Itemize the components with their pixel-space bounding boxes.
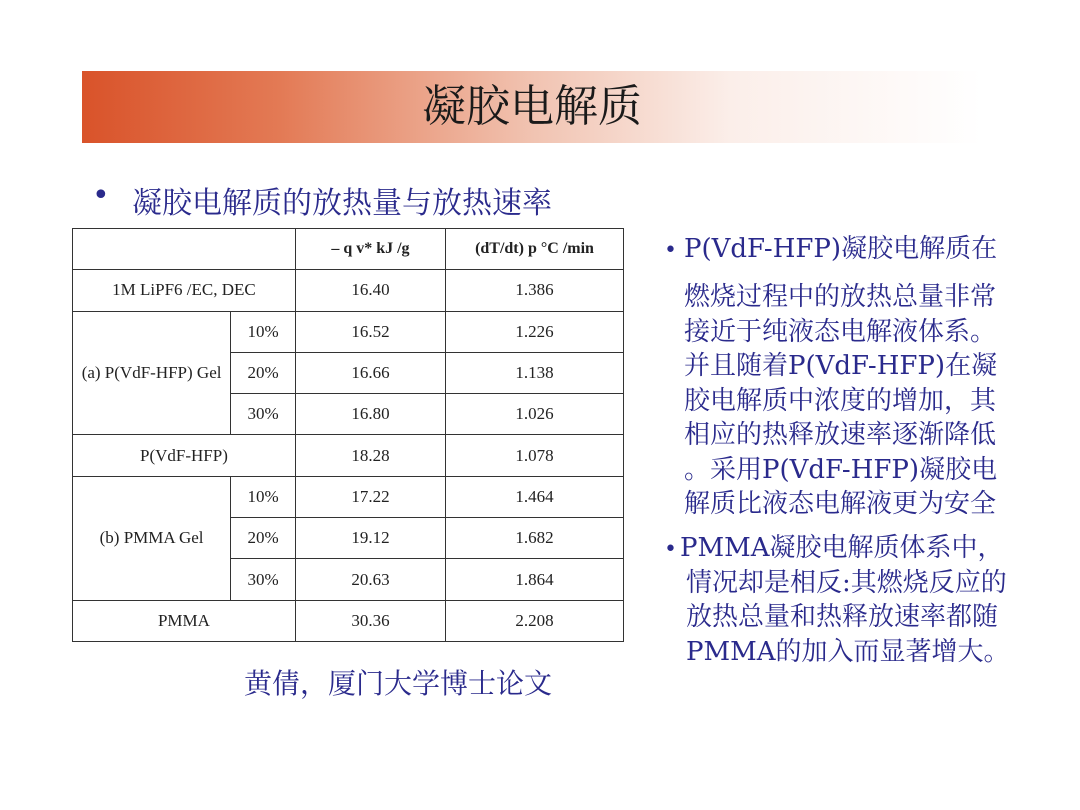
concentration: 10% <box>231 476 296 517</box>
rate-value: 1.864 <box>446 559 624 600</box>
bullet1-line: 燃烧过程中的放热总量非常 <box>684 282 997 312</box>
bullet1-line: 解质比液态电解液更为安全 <box>684 489 997 519</box>
row-group-label: (b) PMMA Gel <box>73 476 231 600</box>
bullet1-line: 并且随着P(VdF-HFP)在凝 <box>684 351 998 381</box>
concentration: 30% <box>231 559 296 600</box>
heat-value: 17.22 <box>295 476 445 517</box>
bullet-dot: • <box>92 178 110 213</box>
concentration: 20% <box>231 518 296 559</box>
main-bullet-text: 凝胶电解质的放热量与放热速率 <box>132 186 552 221</box>
bullet2-line: PMMA的加入而显著增大。 <box>686 636 1010 667</box>
rate-value: 1.026 <box>446 394 624 435</box>
row-label: P(VdF-HFP) <box>73 435 296 476</box>
table-row <box>73 476 624 517</box>
bullet1-heading: P(VdF-HFP)凝胶电解质在 <box>684 234 998 264</box>
bullet1-line: 。采用P(VdF-HFP)凝胶电 <box>684 454 998 485</box>
slide-title: 凝胶电解质 <box>422 81 642 132</box>
bullet2-line: PMMA凝胶电解质体系中， <box>680 533 1004 563</box>
header-heat: – q v* kJ /g <box>295 229 445 270</box>
heat-value: 19.12 <box>295 518 445 559</box>
concentration: 10% <box>231 311 296 352</box>
heat-value: 20.63 <box>295 559 445 600</box>
rate-value: 1.138 <box>446 352 624 393</box>
heat-value: 30.36 <box>295 600 445 641</box>
bullet2-body <box>680 531 1060 669</box>
heat-value: 16.40 <box>295 270 445 311</box>
table-row <box>73 270 624 311</box>
table-row <box>73 311 624 352</box>
row-label: 1M LiPF6 /EC, DEC <box>73 270 296 311</box>
bullet1-line: 接近于纯液态电解液体系。 <box>684 316 997 347</box>
rate-value: 1.464 <box>446 476 624 517</box>
table-row <box>73 600 624 641</box>
concentration: 30% <box>231 394 296 435</box>
bullet1-body <box>684 280 1054 522</box>
heat-value: 16.66 <box>295 352 445 393</box>
bullet2-line: 情况却是相反:其燃烧反应的 <box>686 567 1007 598</box>
heat-release-table <box>72 228 624 642</box>
rate-value: 1.386 <box>446 270 624 311</box>
bullet-dot: • <box>664 537 677 562</box>
rate-value: 1.682 <box>446 518 624 559</box>
concentration: 20% <box>231 352 296 393</box>
row-label: PMMA <box>73 600 296 641</box>
rate-value: 2.208 <box>446 600 624 641</box>
title-banner <box>82 71 982 143</box>
heat-value: 16.80 <box>295 394 445 435</box>
bullet-dot: • <box>664 238 677 263</box>
rate-value: 1.226 <box>446 311 624 352</box>
bullet1-line: 胶电解质中浓度的增加，其 <box>684 385 997 416</box>
citation: 黄倩，厦门大学博士论文 <box>244 667 553 700</box>
header-rate: (dT/dt) p °C /min <box>446 229 624 270</box>
table-header-row <box>73 229 624 270</box>
row-group-label: (a) P(VdF-HFP) Gel <box>73 311 231 435</box>
bullet1-line: 相应的热释放速率逐渐降低 <box>684 420 997 450</box>
heat-value: 18.28 <box>295 435 445 476</box>
header-empty <box>73 229 296 270</box>
table-row <box>73 435 624 476</box>
heat-value: 16.52 <box>295 311 445 352</box>
rate-value: 1.078 <box>446 435 624 476</box>
bullet2-line: 放热总量和热释放速率都随 <box>686 602 999 632</box>
